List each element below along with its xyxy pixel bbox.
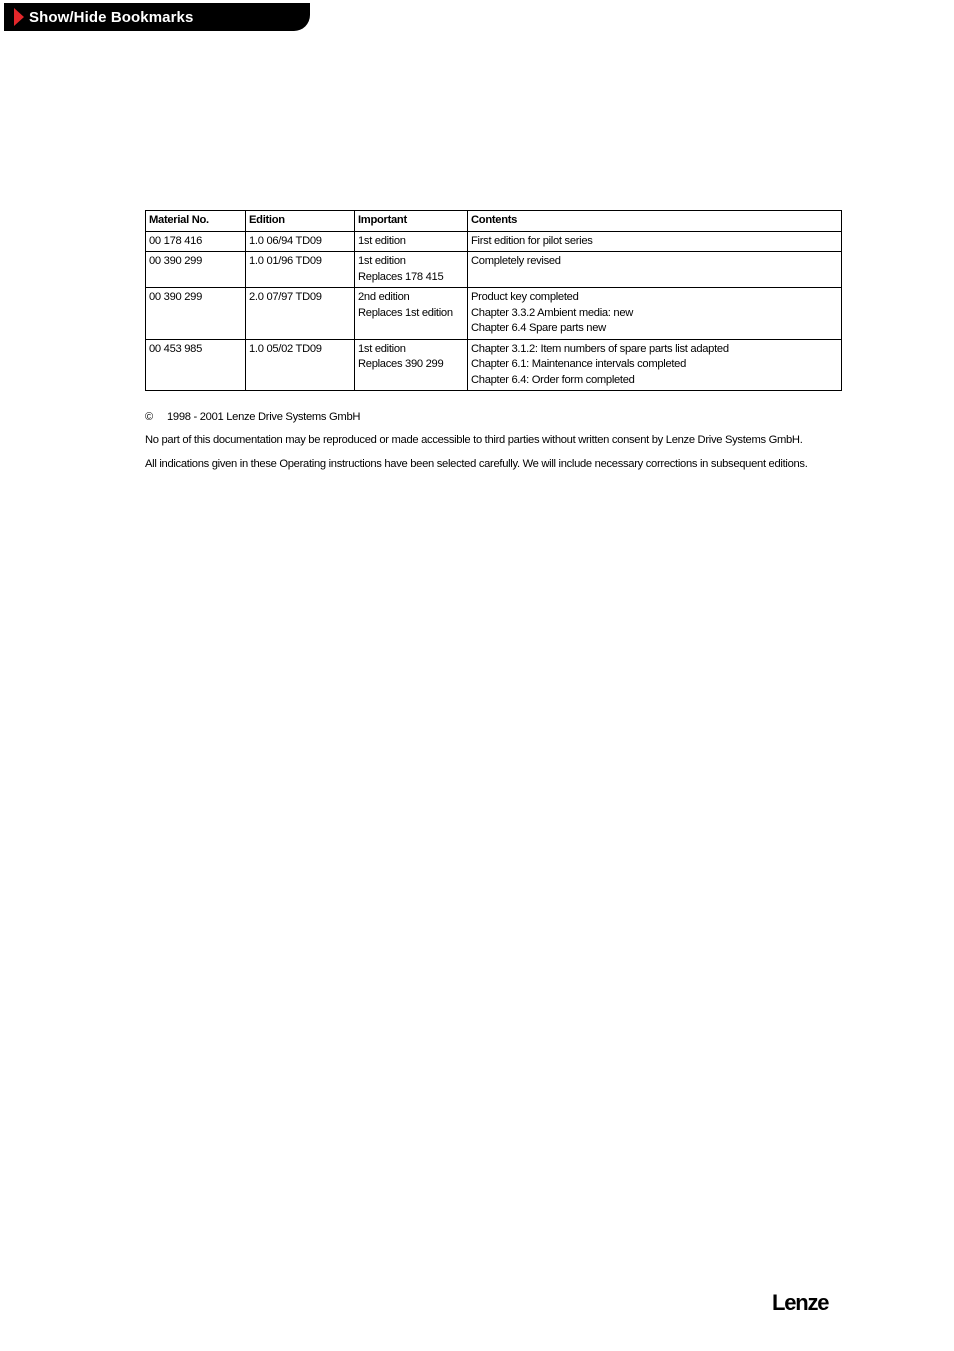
- cell-line: Replaces 1st edition: [358, 306, 453, 319]
- header-edition: Edition: [246, 211, 355, 232]
- cell-line: Replaces 178 415: [358, 270, 444, 283]
- copyright-line: [145, 411, 360, 423]
- cell-line: Chapter 6.4 Spare parts new: [471, 322, 606, 334]
- cell-line: Chapter 3.3.2 Ambient media: new: [471, 306, 634, 319]
- cell-line: 1st edition: [358, 234, 406, 247]
- table-header-row: [146, 211, 842, 232]
- cell-important: [355, 288, 468, 340]
- cell-line: Chapter 6.1: Maintenance intervals completed: [471, 358, 687, 370]
- table-row: [146, 231, 842, 252]
- cell-material-no: 00 390 299: [146, 288, 246, 340]
- cell-edition: 1.0 01/96 TD09: [246, 252, 355, 288]
- reproduction-notice: No part of this documentation may be reproduced or made accessible to third parties without written consent by Lenze Drive Systems GmbH.: [145, 434, 803, 446]
- corrections-notice: All indications given in these Operating instructions have been selected carefully. We will include necessary corrections in subsequent editions.: [145, 458, 808, 470]
- cell-line: Chapter 6.4: Order form completed: [471, 373, 635, 386]
- table-row: [146, 252, 842, 288]
- header-material-no: Material No.: [146, 211, 246, 232]
- cell-contents: [468, 288, 842, 340]
- cell-important: [355, 252, 468, 288]
- cell-edition: 1.0 06/94 TD09: [246, 231, 355, 252]
- show-hide-bookmarks-label: Show/Hide Bookmarks: [29, 8, 194, 26]
- cell-contents: [468, 339, 842, 391]
- header-important: Important: [355, 211, 468, 232]
- copyright-icon: ©: [145, 411, 153, 423]
- cell-contents: [468, 231, 842, 252]
- header-contents: Contents: [468, 211, 842, 232]
- cell-line: Completely revised: [471, 255, 561, 267]
- cell-line: 1st edition: [358, 342, 406, 355]
- triangle-right-icon: [14, 8, 24, 26]
- cell-line: 1st edition: [358, 255, 406, 267]
- cell-material-no: 00 453 985: [146, 339, 246, 391]
- cell-material-no: 00 390 299: [146, 252, 246, 288]
- cell-line: First edition for pilot series: [471, 234, 593, 247]
- cell-important: [355, 231, 468, 252]
- revision-table: [145, 210, 842, 391]
- table-row: [146, 339, 842, 391]
- copyright-text: 1998 - 2001 Lenze Drive Systems GmbH: [167, 411, 361, 423]
- cell-edition: 2.0 07/97 TD09: [246, 288, 355, 340]
- cell-contents: [468, 252, 842, 288]
- cell-line: Chapter 3.1.2: Item numbers of spare parts list adapted: [471, 342, 729, 355]
- cell-line: Replaces 390 299: [358, 358, 444, 370]
- table-row: [146, 288, 842, 340]
- cell-line: 2nd edition: [358, 291, 410, 303]
- lenze-logo: Lenze: [772, 1290, 829, 1315]
- cell-line: Product key completed: [471, 291, 579, 303]
- cell-material-no: 00 178 416: [146, 231, 246, 252]
- cell-important: [355, 339, 468, 391]
- show-hide-bookmarks-button[interactable]: [4, 3, 310, 31]
- cell-edition: 1.0 05/02 TD09: [246, 339, 355, 391]
